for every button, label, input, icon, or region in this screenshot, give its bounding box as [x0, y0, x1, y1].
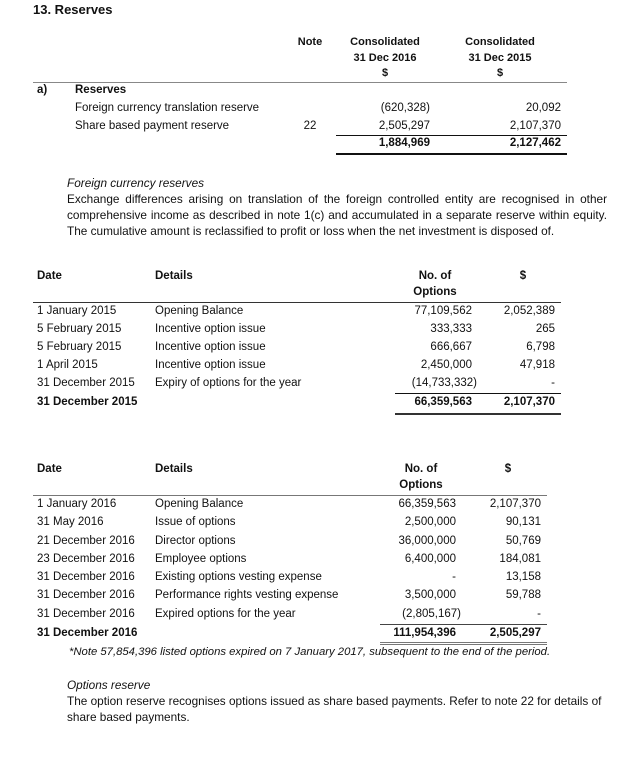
- header-details: Details: [155, 463, 193, 475]
- header-options-line2: Options: [413, 286, 457, 298]
- header-date: Date: [37, 270, 62, 282]
- total-rule: [395, 413, 561, 415]
- row-label: Foreign currency translation reserve: [75, 102, 260, 114]
- total-options: 66,359,563: [414, 396, 472, 408]
- total-options: 111,954,396: [393, 627, 456, 639]
- subtotal-rule: [380, 624, 547, 625]
- total-2015: 2,127,462: [509, 137, 561, 149]
- row-amount: 2,052,389: [503, 305, 555, 317]
- row-amount: 47,918: [519, 359, 555, 371]
- row-amount: 265: [535, 323, 555, 335]
- total-rule: [336, 153, 567, 155]
- options-reserve-note: [67, 677, 607, 725]
- row-details: Opening Balance: [155, 305, 244, 317]
- header-2016-line2: 31 Dec 2016: [353, 52, 417, 64]
- row-options: -: [452, 571, 456, 583]
- row-options: (2,805,167): [402, 608, 461, 620]
- row-details: Director options: [155, 535, 236, 547]
- row-details: Incentive option issue: [155, 323, 266, 335]
- row-details: Existing options vesting expense: [155, 571, 322, 583]
- header-note: Note: [297, 36, 323, 48]
- header-amount: $: [504, 463, 512, 475]
- row-details: Incentive option issue: [155, 359, 266, 371]
- row-date: 1 January 2015: [37, 305, 117, 317]
- row-amount: 90,131: [505, 516, 541, 528]
- row-options: 36,000,000: [398, 535, 456, 547]
- row-date: 5 February 2015: [37, 323, 122, 335]
- row-value-2016: (620,328): [380, 102, 430, 114]
- row-details: Expiry of options for the year: [155, 377, 302, 389]
- note-text: Exchange differences arising on translation of the foreign controlled entity are recognised in other comprehensive income as described in note 1(c) and accumulated in a separate reserve within equity. The cumulative amount is reclassified to profit or loss when the net investment is disposed of.: [67, 192, 607, 238]
- row-amount: 13,158: [505, 571, 541, 583]
- section-title: 13. Reserves: [33, 2, 113, 17]
- row-label: Share based payment reserve: [75, 120, 230, 132]
- row-options: 77,109,562: [414, 305, 472, 317]
- header-2015-line2: 31 Dec 2015: [468, 52, 532, 64]
- header-2015-line1: Consolidated: [465, 36, 535, 48]
- row-details: Opening Balance: [155, 498, 244, 510]
- row-options: 2,500,000: [404, 516, 456, 528]
- row-amount: 184,081: [499, 553, 541, 565]
- row-date: 21 December 2016: [37, 535, 135, 547]
- total-rule: [380, 642, 547, 645]
- row-options: 2,450,000: [420, 359, 472, 371]
- group-title: Reserves: [75, 84, 127, 96]
- header-2016-line1: Consolidated: [350, 36, 420, 48]
- foreign-currency-note: [67, 175, 607, 239]
- row-date: 31 December 2016: [37, 589, 135, 601]
- row-options: (14,733,332): [411, 377, 477, 389]
- total-date: 31 December 2015: [37, 396, 138, 408]
- header-amount: $: [519, 270, 527, 282]
- row-amount: -: [537, 608, 541, 620]
- header-rule: [33, 82, 567, 83]
- note-text: The option reserve recognises options issued as share based payments. Refer to note 22 for details of share based payments.: [67, 694, 602, 724]
- row-amount: 59,788: [505, 589, 541, 601]
- row-options: 66,359,563: [398, 498, 456, 510]
- header-options-line1: No. of: [404, 463, 438, 475]
- header-rule: [33, 302, 561, 303]
- row-details: Incentive option issue: [155, 341, 266, 353]
- row-details: Issue of options: [155, 516, 236, 528]
- total-amount: 2,107,370: [503, 396, 555, 408]
- row-date: 31 December 2016: [37, 571, 135, 583]
- row-note: 22: [303, 120, 317, 132]
- row-value-2015: 2,107,370: [509, 120, 561, 132]
- section-label: a): [37, 84, 48, 96]
- total-2016: 1,884,969: [378, 137, 430, 149]
- row-amount: -: [551, 377, 555, 389]
- row-options: 3,500,000: [404, 589, 456, 601]
- row-details: Employee options: [155, 553, 247, 565]
- total-date: 31 December 2016: [37, 627, 138, 639]
- header-2016-line3: $: [381, 67, 389, 79]
- header-options-line2: Options: [399, 479, 443, 491]
- row-date: 31 December 2015: [37, 377, 135, 389]
- row-options: 666,667: [430, 341, 472, 353]
- header-rule: [33, 495, 547, 496]
- total-amount: 2,505,297: [489, 627, 541, 639]
- row-options: 333,333: [430, 323, 472, 335]
- row-date: 23 December 2016: [37, 553, 135, 565]
- row-amount: 50,769: [505, 535, 541, 547]
- footnote: *Note 57,854,396 listed options expired on 7 January 2017, subsequent to the end of the period.: [69, 646, 551, 658]
- header-date: Date: [37, 463, 62, 475]
- row-amount: 2,107,370: [489, 498, 541, 510]
- row-date: 1 January 2016: [37, 498, 117, 510]
- row-date: 5 February 2015: [37, 341, 122, 353]
- row-date: 31 May 2016: [37, 516, 104, 528]
- subtotal-rule: [395, 393, 561, 394]
- row-options: 6,400,000: [404, 553, 456, 565]
- row-date: 31 December 2016: [37, 608, 135, 620]
- header-2015-line3: $: [496, 67, 504, 79]
- row-amount: 6,798: [526, 341, 555, 353]
- header-details: Details: [155, 270, 193, 282]
- row-value-2015: 20,092: [525, 102, 561, 114]
- row-details: Performance rights vesting expense: [155, 589, 339, 601]
- note-title: Foreign currency reserves: [67, 176, 205, 190]
- subtotal-rule: [336, 135, 567, 136]
- row-details: Expired options for the year: [155, 608, 296, 620]
- note-title: Options reserve: [67, 678, 151, 692]
- header-options-line1: No. of: [418, 270, 452, 282]
- row-value-2016: 2,505,297: [378, 120, 430, 132]
- row-date: 1 April 2015: [37, 359, 98, 371]
